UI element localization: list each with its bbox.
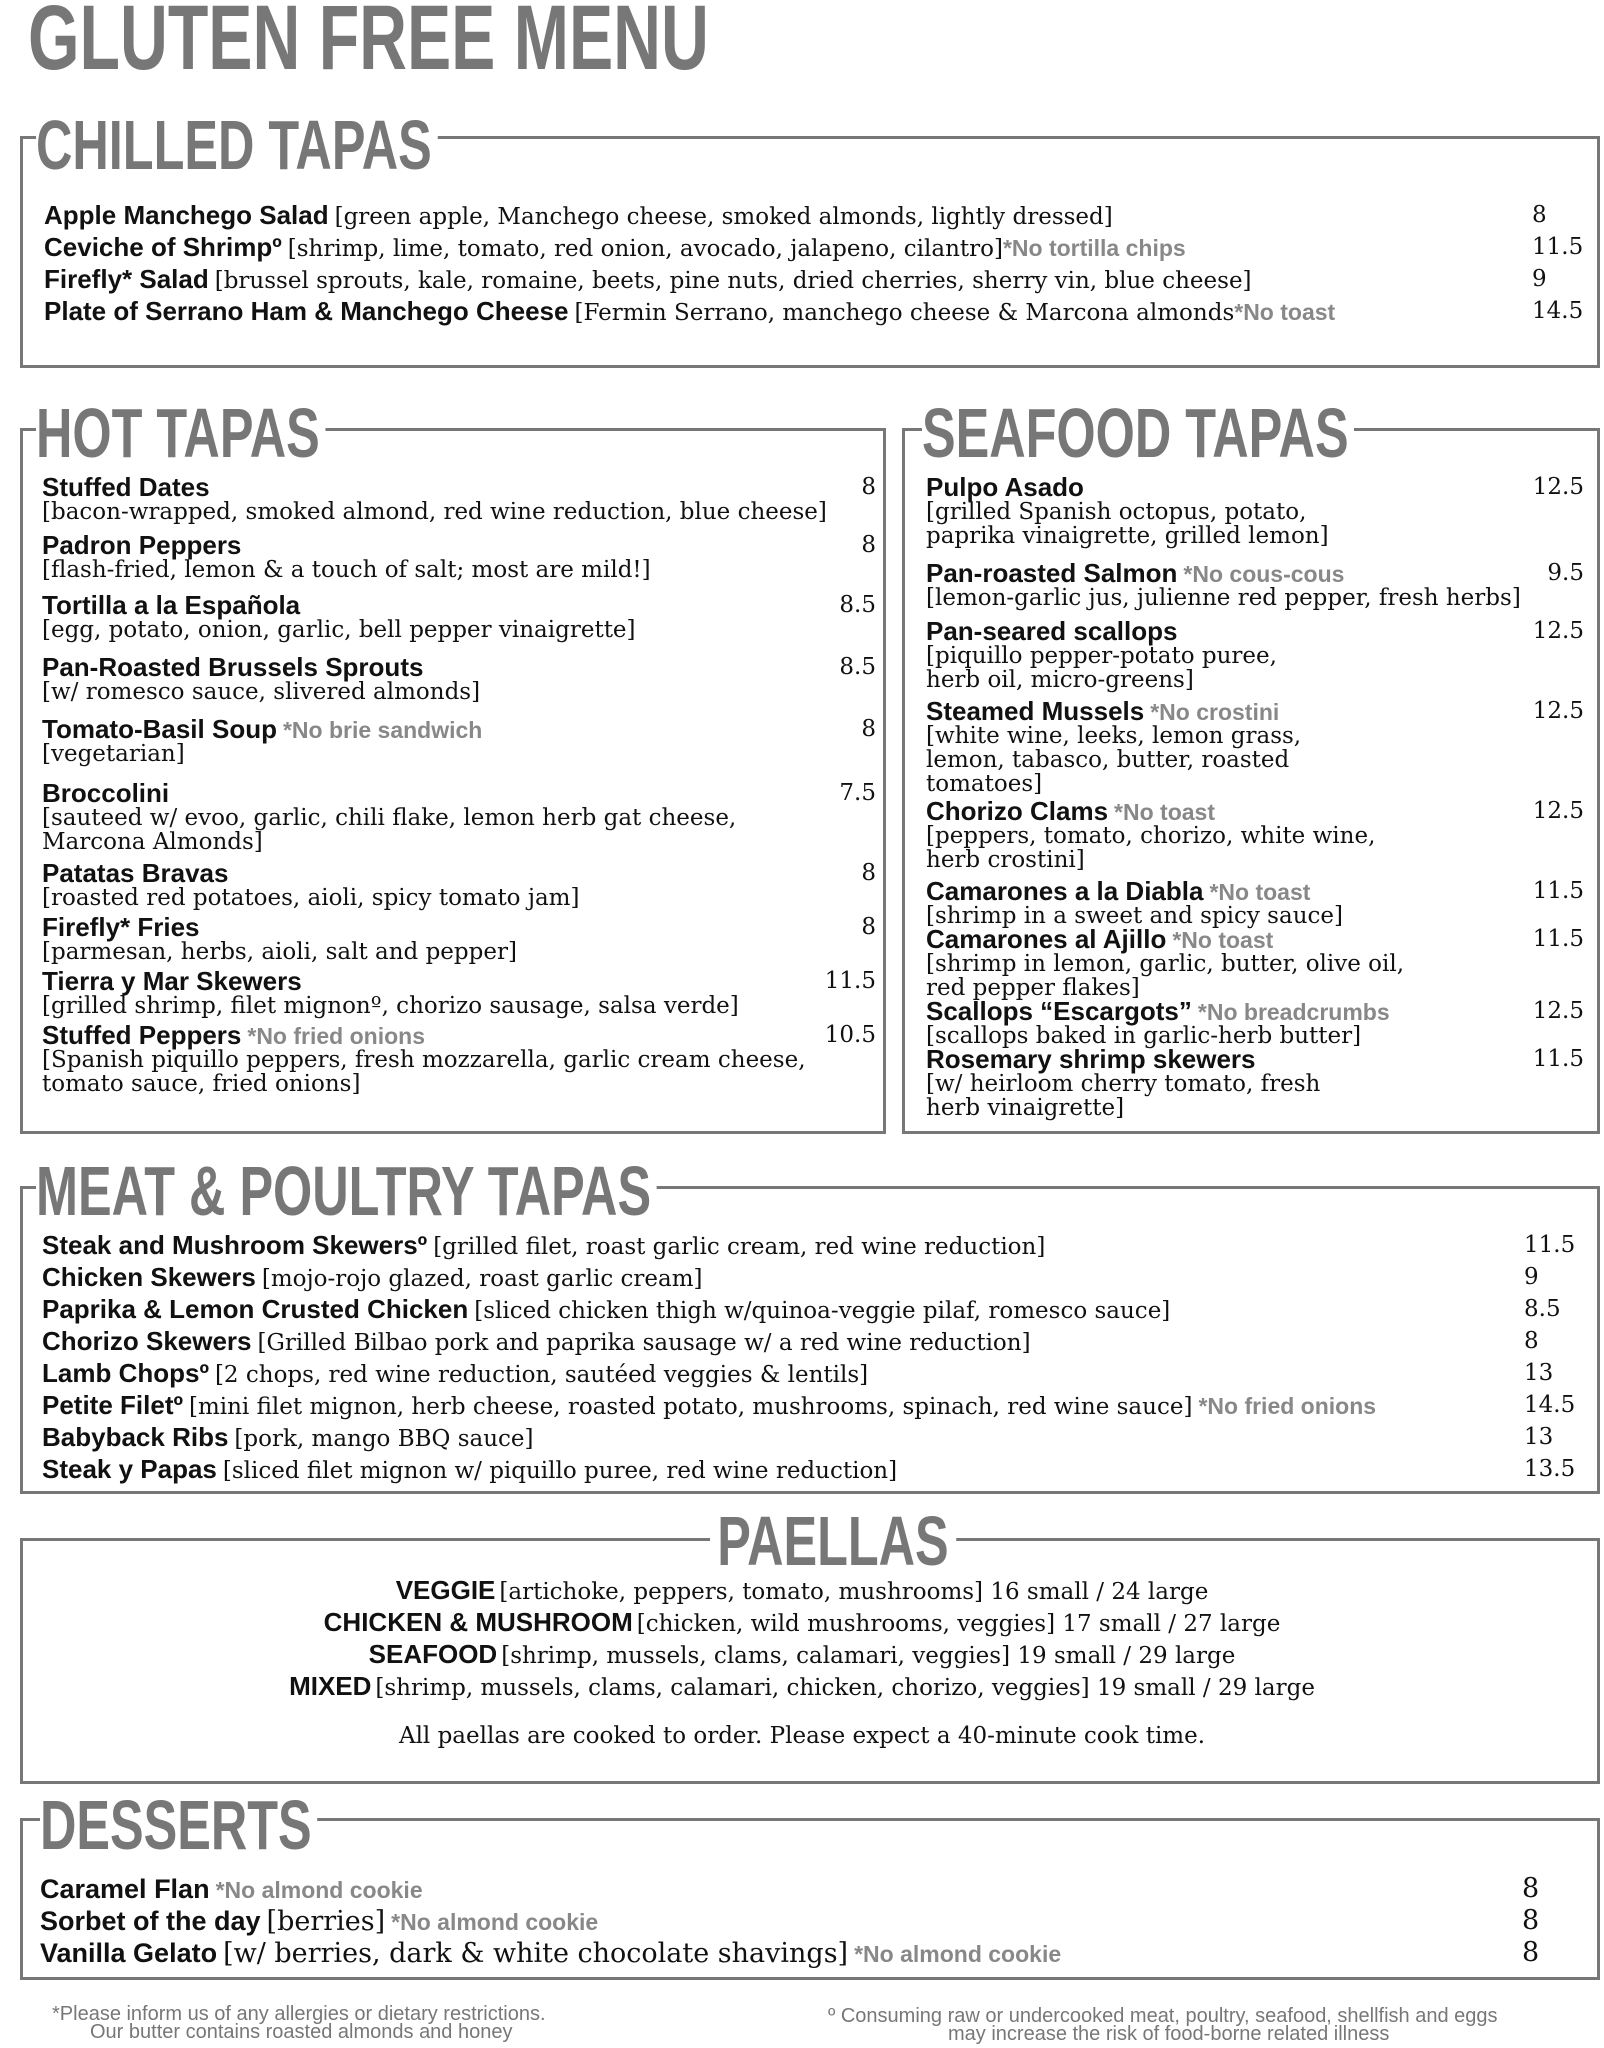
item-name: Padron Peppers xyxy=(42,530,242,560)
item-price: 8 xyxy=(861,716,876,742)
item-price: 9 xyxy=(1524,1264,1539,1290)
item-name: Lamb Chopsº xyxy=(42,1358,209,1388)
item-description: [Grilled Bilbao pork and paprika sausage w/ a red wine reduction] xyxy=(257,1330,1031,1356)
footer-allergy-line: *Please inform us of any allergies or dietary restrictions. xyxy=(52,2003,546,2025)
item-description-line: paprika vinaigrette, grilled lemon] xyxy=(926,523,1329,549)
item-name: Tomato-Basil Soup xyxy=(42,714,277,744)
item-description-line: [shrimp in a sweet and spicy sauce] xyxy=(926,903,1343,929)
paella-name: MIXED xyxy=(289,1671,372,1701)
item-price: 8.5 xyxy=(1524,1296,1561,1322)
item-description-line: [w/ romesco sauce, slivered almonds] xyxy=(42,679,481,705)
item-name: Firefly* Fries xyxy=(42,912,200,942)
item-price: 11.5 xyxy=(824,968,876,994)
menu-item xyxy=(42,1326,1031,1358)
item-price: 8 xyxy=(861,532,876,558)
menu-item xyxy=(42,1358,868,1390)
item-description: [2 chops, red wine reduction, sautéed veggies & lentils] xyxy=(214,1362,869,1388)
item-price: 13 xyxy=(1524,1360,1554,1386)
menu-item xyxy=(44,296,1335,328)
hot-tapas-heading: HOT TAPAS xyxy=(36,398,325,468)
menu-item xyxy=(44,264,1252,296)
item-description-line: lemon, tabasco, butter, roasted xyxy=(926,747,1290,773)
item-name: Chicken Skewers xyxy=(42,1262,256,1292)
item-description-line: [grilled shrimp, filet mignonº, chorizo sausage, salsa verde] xyxy=(42,993,739,1019)
item-description-line: [lemon-garlic jus, julienne red pepper, fresh herbs] xyxy=(926,585,1521,611)
paella-name: VEGGIE xyxy=(395,1575,496,1605)
menu-item xyxy=(40,1906,598,1938)
item-note: *No almond cookie xyxy=(854,1941,1062,1967)
item-description-line: [white wine, leeks, lemon grass, xyxy=(926,723,1302,749)
footer-illness-line: may increase the risk of food-borne related illness xyxy=(948,2023,1390,2045)
menu-item xyxy=(42,1230,1045,1262)
item-name: Chorizo Clams xyxy=(926,796,1109,826)
item-description: [mojo-rojo glazed, roast garlic cream] xyxy=(261,1266,703,1292)
item-description-line: [flash-fried, lemon & a touch of salt; most are mild!] xyxy=(42,557,651,583)
item-note: *No toast xyxy=(1209,879,1311,905)
item-note: *No breadcrumbs xyxy=(1197,999,1390,1025)
item-price: 8 xyxy=(1524,1328,1539,1354)
item-name: Pan-Roasted Brussels Sprouts xyxy=(42,652,424,682)
item-price: 13 xyxy=(1524,1424,1554,1450)
item-description-line: tomato sauce, fried onions] xyxy=(42,1071,361,1097)
item-description-line: [bacon-wrapped, smoked almond, red wine reduction, blue cheese] xyxy=(42,499,827,525)
menu-item xyxy=(42,1262,703,1294)
paella-description: [chicken, wild mushrooms, veggies] 17 small / 27 large xyxy=(636,1611,1281,1637)
chilled-tapas-rule xyxy=(376,136,1600,139)
item-note: *No almond cookie xyxy=(391,1909,599,1935)
item-name: Sorbet of the day xyxy=(40,1906,261,1936)
item-name: Vanilla Gelato xyxy=(40,1938,218,1968)
item-name: Steak y Papas xyxy=(42,1454,217,1484)
item-description: [brussel sprouts, kale, romaine, beets, pine nuts, dried cherries, sherry vin, blue cheese] xyxy=(214,268,1252,294)
item-price: 7.5 xyxy=(839,780,876,806)
item-name: Apple Manchego Salad xyxy=(44,200,329,230)
item-name: Rosemary shrimp skewers xyxy=(926,1044,1256,1074)
item-description-line: red pepper flakes] xyxy=(926,975,1140,1001)
item-description-line: herb vinaigrette] xyxy=(926,1095,1125,1121)
paella-description: [shrimp, mussels, clams, calamari, chicken, chorizo, veggies] 19 small / 29 large xyxy=(375,1675,1315,1701)
item-description: [green apple, Manchego cheese, smoked almonds, lightly dressed] xyxy=(334,204,1113,230)
meat-tapas-heading: MEAT & POULTRY TAPAS xyxy=(36,1156,657,1226)
item-name: Pan-roasted Salmon xyxy=(926,558,1178,588)
item-description-line: [piquillo pepper-potato puree, xyxy=(926,643,1277,669)
item-description-line: [grilled Spanish octopus, potato, xyxy=(926,499,1307,525)
item-name: Broccolini xyxy=(42,778,170,808)
item-name: Stuffed Dates xyxy=(42,472,210,502)
paella-item xyxy=(0,1670,1604,1707)
item-name: Babyback Ribs xyxy=(42,1422,229,1452)
item-description: [mini filet mignon, herb cheese, roasted potato, mushrooms, spinach, red wine sauce] xyxy=(188,1394,1193,1420)
item-price: 11.5 xyxy=(1532,1046,1584,1072)
item-price: 11.5 xyxy=(1532,878,1584,904)
item-note: *No fried onions xyxy=(247,1023,425,1049)
item-note: *No toast xyxy=(1172,927,1274,953)
item-name: Patatas Bravas xyxy=(42,858,229,888)
item-price: 10.5 xyxy=(824,1022,876,1048)
footer-butter-line: Our butter contains roasted almonds and honey xyxy=(90,2021,513,2043)
item-description: [grilled filet, roast garlic cream, red wine reduction] xyxy=(433,1234,1046,1260)
item-name: Camarones al Ajillo xyxy=(926,924,1167,954)
item-description-line: [sauteed w/ evoo, garlic, chili flake, lemon herb gat cheese, xyxy=(42,805,737,831)
item-description-line: [Spanish piquillo peppers, fresh mozzarella, garlic cream cheese, xyxy=(42,1047,806,1073)
item-price: 8 xyxy=(1522,1873,1540,1904)
item-price: 8 xyxy=(1522,1905,1540,1936)
item-name: Caramel Flan xyxy=(40,1874,210,1904)
item-name: Camarones a la Diabla xyxy=(926,876,1204,906)
item-description-line: tomatoes] xyxy=(926,771,1043,797)
item-price: 14.5 xyxy=(1532,298,1584,324)
item-price: 8.5 xyxy=(839,654,876,680)
item-price: 11.5 xyxy=(1532,926,1584,952)
chilled-tapas-heading: CHILLED TAPAS xyxy=(36,110,437,180)
item-name: Pan-seared scallops xyxy=(926,616,1178,646)
item-description-line: herb crostini] xyxy=(926,847,1085,873)
item-price: 12.5 xyxy=(1532,698,1584,724)
item-description: [berries] xyxy=(266,1906,386,1937)
paellas-heading: PAELLAS xyxy=(710,1506,956,1576)
paella-description: [shrimp, mussels, clams, calamari, veggies] 19 small / 29 large xyxy=(501,1643,1236,1669)
item-price: 8 xyxy=(1522,1937,1540,1968)
menu-item xyxy=(40,1874,423,1906)
item-description-line: [scallops baked in garlic-herb butter] xyxy=(926,1023,1362,1049)
item-name: Tortilla a la Española xyxy=(42,590,301,620)
menu-item xyxy=(42,1294,1170,1326)
item-price: 11.5 xyxy=(1532,234,1584,260)
item-description-line: [peppers, tomato, chorizo, white wine, xyxy=(926,823,1376,849)
item-note: *No fried onions xyxy=(1198,1393,1377,1419)
item-description-line: [egg, potato, onion, garlic, bell pepper vinaigrette] xyxy=(42,617,636,643)
item-description: [shrimp, lime, tomato, red onion, avocado, jalapeno, cilantro] xyxy=(287,236,1003,262)
item-description-line: [shrimp in lemon, garlic, butter, olive oil, xyxy=(926,951,1405,977)
item-name: Tierra y Mar Skewers xyxy=(42,966,302,996)
item-description-line: [w/ heirloom cherry tomato, fresh xyxy=(926,1071,1321,1097)
item-description: [Fermin Serrano, manchego cheese & Marcona almonds xyxy=(574,300,1235,326)
menu-item xyxy=(42,1454,897,1486)
item-price: 12.5 xyxy=(1532,618,1584,644)
item-description-line: [vegetarian] xyxy=(42,741,185,767)
item-name: Firefly* Salad xyxy=(44,264,209,294)
item-note: *No almond cookie xyxy=(215,1877,423,1903)
item-name: Stuffed Peppers xyxy=(42,1020,242,1050)
item-name: Petite Filetº xyxy=(42,1390,183,1420)
paella-name: SEAFOOD xyxy=(368,1639,498,1669)
item-name: Scallops “Escargots” xyxy=(926,996,1192,1026)
item-price: 12.5 xyxy=(1532,798,1584,824)
item-note: *No toast xyxy=(1234,299,1336,325)
item-note: *No toast xyxy=(1114,799,1215,825)
item-description: [w/ berries, dark & white chocolate shavings] xyxy=(223,1938,849,1969)
item-description-line: herb oil, micro-greens] xyxy=(926,667,1194,693)
item-price: 13.5 xyxy=(1524,1456,1576,1482)
menu-item xyxy=(40,1938,1061,1970)
item-price: 11.5 xyxy=(1524,1232,1576,1258)
menu-item xyxy=(42,1390,1376,1422)
item-price: 9 xyxy=(1532,266,1547,292)
item-note: *No tortilla chips xyxy=(1002,235,1186,261)
menu-item xyxy=(42,1422,534,1454)
item-name: Pulpo Asado xyxy=(926,472,1084,502)
item-name: Steak and Mushroom Skewersº xyxy=(42,1230,428,1260)
item-price: 8 xyxy=(861,914,876,940)
item-price: 12.5 xyxy=(1532,474,1584,500)
page-title: GLUTEN FREE MENU xyxy=(28,0,709,89)
item-price: 8.5 xyxy=(839,592,876,618)
item-price: 8 xyxy=(1532,202,1547,228)
item-description-line: [parmesan, herbs, aioli, salt and pepper] xyxy=(42,939,517,965)
menu-item xyxy=(44,200,1113,232)
paella-name: CHICKEN & MUSHROOM xyxy=(323,1607,633,1637)
item-description: [sliced filet mignon w/ piquillo puree, red wine reduction] xyxy=(222,1458,898,1484)
item-description: [sliced chicken thigh w/quinoa-veggie pilaf, romesco sauce] xyxy=(474,1298,1171,1324)
menu-item xyxy=(44,232,1186,264)
item-description-line: [roasted red potatoes, aioli, spicy tomato jam] xyxy=(42,885,580,911)
item-price: 12.5 xyxy=(1532,998,1584,1024)
item-name: Steamed Mussels xyxy=(926,696,1145,726)
item-price: 8 xyxy=(861,860,876,886)
item-price: 14.5 xyxy=(1524,1392,1576,1418)
item-note: *No crostini xyxy=(1150,699,1280,725)
item-name: Paprika & Lemon Crusted Chicken xyxy=(42,1294,469,1324)
desserts-heading: DESSERTS xyxy=(40,1790,317,1860)
item-name: Ceviche of Shrimpº xyxy=(44,232,282,262)
chilled-tapas-rule-left xyxy=(20,136,36,139)
item-description: [pork, mango BBQ sauce] xyxy=(234,1426,534,1452)
paellas-note: All paellas are cooked to order. Please expect a 40-minute cook time. xyxy=(398,1723,1206,1749)
footer-raw-warning-line: º Consuming raw or undercooked meat, poultry, seafood, shellfish and eggs xyxy=(828,2005,1498,2027)
item-price: 8 xyxy=(861,474,876,500)
item-note: *No brie sandwich xyxy=(282,717,483,743)
item-price: 9.5 xyxy=(1547,560,1584,586)
item-description-line: Marcona Almonds] xyxy=(42,829,263,855)
item-name: Chorizo Skewers xyxy=(42,1326,252,1356)
item-name: Plate of Serrano Ham & Manchego Cheese xyxy=(44,296,569,326)
paella-description: [artichoke, peppers, tomato, mushrooms] 16 small / 24 large xyxy=(499,1579,1209,1605)
item-note: *No cous-cous xyxy=(1183,561,1345,587)
seafood-tapas-heading: SEAFOOD TAPAS xyxy=(922,398,1354,468)
